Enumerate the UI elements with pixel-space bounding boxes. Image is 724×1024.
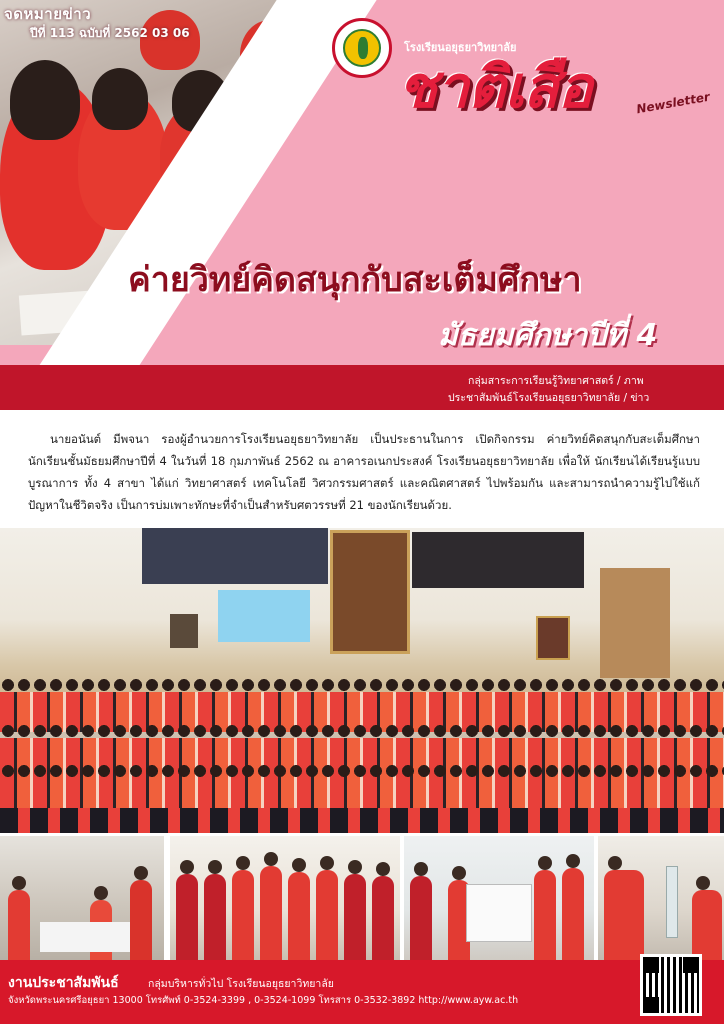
news-credit: ประชาสัมพันธ์โรงเรียนอยุธยาวิทยาลัย / ข่าว xyxy=(448,392,650,404)
group-photo xyxy=(0,528,724,833)
headline: ค่ายวิทย์คิดสนุกกับสะเต็มศึกษา xyxy=(128,260,582,300)
activity-photo-2 xyxy=(170,836,400,960)
footer-contact: จังหวัดพระนครศรีอยุธยา 13000 โทรศัพท์ 0-3524-3399 , 0-3524-1099 โทรสาร 0-3532-3892 http://www.ayw.ac.th xyxy=(8,995,519,1006)
newsletter-label: Newsletter xyxy=(635,89,711,117)
qr-code-icon xyxy=(640,954,702,1016)
school-name: โรงเรียนอยุธยาวิทยาลัย xyxy=(404,41,517,54)
school-logo-icon xyxy=(332,18,392,78)
footer-group: กลุ่มบริหารทั่วไป โรงเรียนอยุธยาวิทยาลัย xyxy=(148,978,334,990)
article-body: นายอนันต์ มีพจนา รองผู้อำนวยการโรงเรียนอยุธยาวิทยาลัย เป็นประธานในการ เปิดกิจกรรม ค่ายวิทย์คิดสนุกกับสะเต็มศึกษา นักเรียนชั้นมัธยมศึกษาปีที่ 4 ในวันที่ 18 กุมภาพันธ์ 2562 ณ อาคารอเนกประสงค์ โรงเรียนอยุธยาวิทยาลัย เพื่อให้ นักเรียนได้เรียนรู้แบบบูรณาการ ทั้ง 4 สาขา ได้แก่ วิทยาศาสตร์ เทคโนโลยี วิศวกรรมศาสตร์ และคณิตศาสตร์ ไปพร้อมกัน และสามารถนำความรู้ไปใช้แก้ปัญหาในชีวิตจริง เป็นการบ่มเพาะทักษะที่จำเป็นสำหรับศตวรรษที่ 21 ของนักเรียนด้วย. xyxy=(28,432,700,512)
activity-photo-3 xyxy=(404,836,594,960)
subheadline: มัธยมศึกษาปีที่ 4 xyxy=(438,318,658,353)
footer-department: งานประชาสัมพันธ์ xyxy=(8,975,119,991)
activity-photo-1 xyxy=(0,836,164,960)
masthead-title: ชาติเสือ xyxy=(398,53,592,121)
activity-photo-4 xyxy=(598,836,724,960)
photo-credit: กลุ่มสาระการเรียนรู้วิทยาศาสตร์ / ภาพ xyxy=(468,375,644,387)
issue-label: จดหมายข่าว xyxy=(4,5,92,23)
issue-number: ปีที่ 113 ฉบับที่ 2562 03 06 xyxy=(30,26,190,40)
